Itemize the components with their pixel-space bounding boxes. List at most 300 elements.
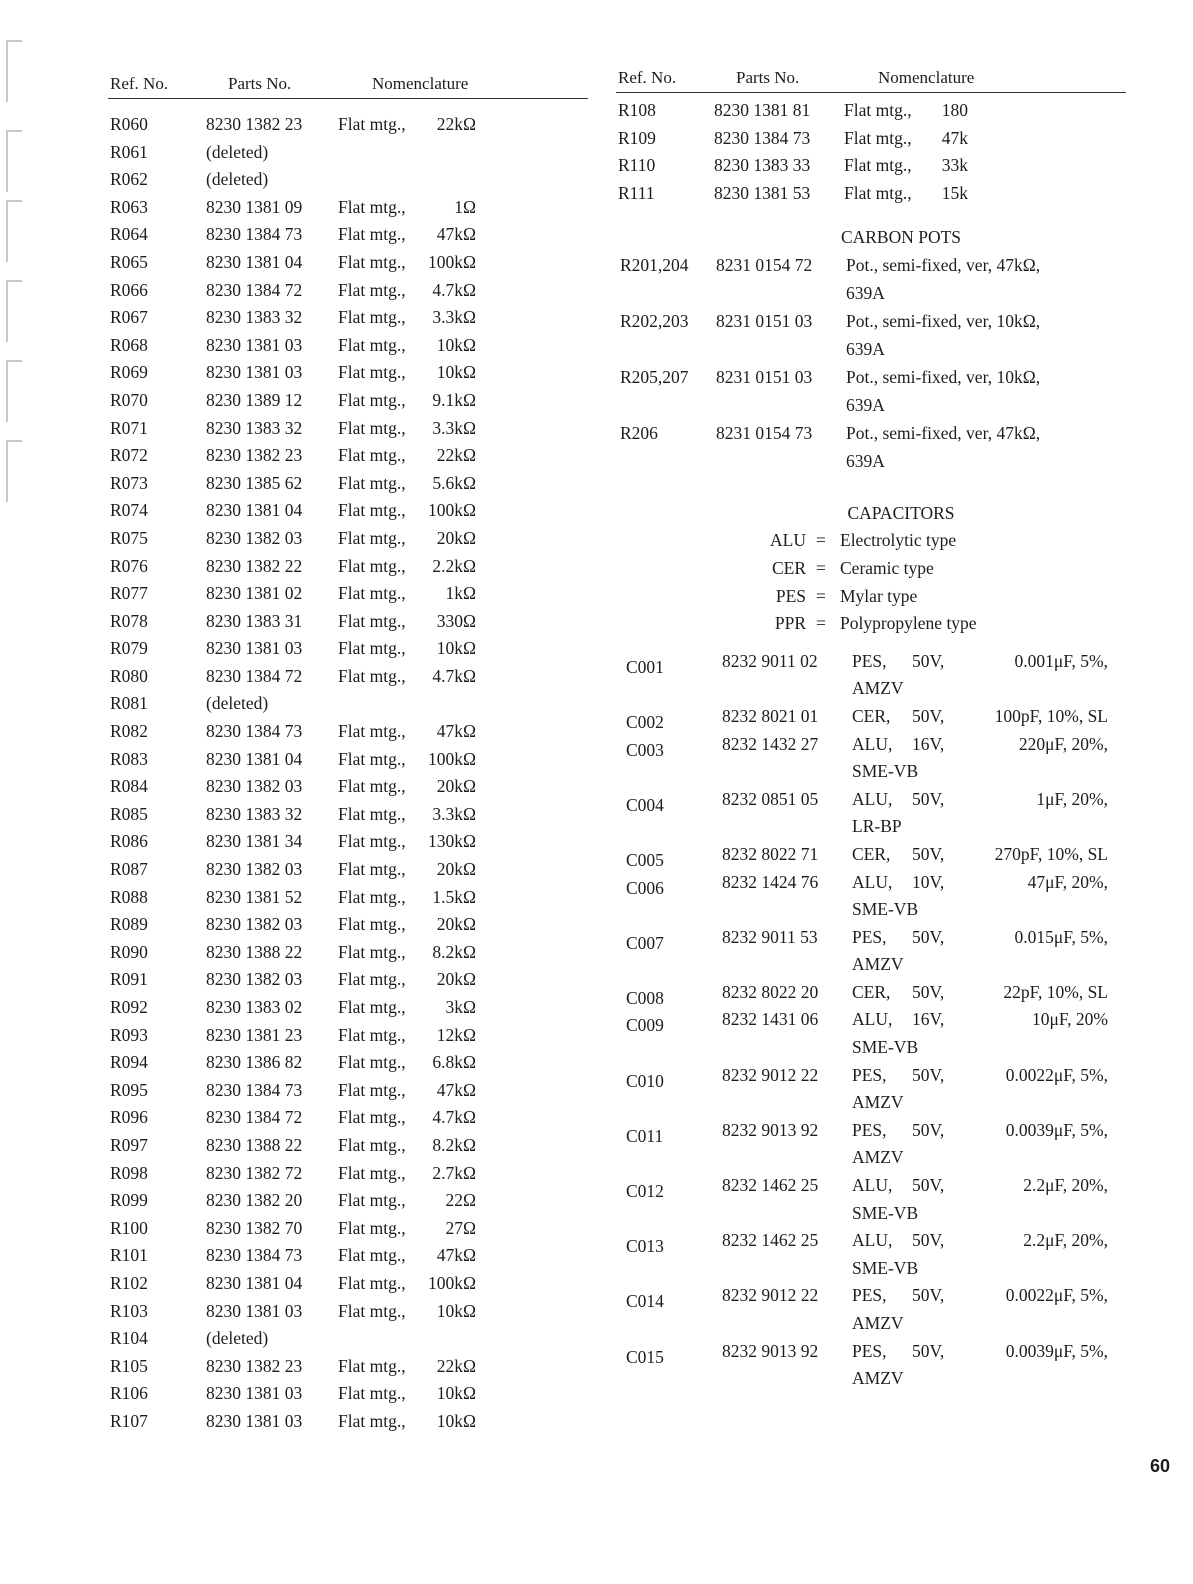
mount-type: Flat mtg.,: [338, 776, 406, 797]
legend-abbr: PES: [775, 585, 806, 606]
ref-no: C002: [626, 711, 664, 732]
mount-type: Flat mtg.,: [338, 224, 406, 245]
mount-type: Flat mtg.,: [338, 1355, 406, 1376]
parts-no: 8230 1382 03: [206, 914, 303, 935]
binding-mark: [6, 280, 22, 342]
nomenclature: [338, 773, 476, 801]
nomenclature: [338, 1160, 476, 1188]
cap-type: PES,: [852, 926, 887, 947]
parts-no: 8230 1389 12: [206, 389, 303, 410]
parts-no: 8230 1381 04: [206, 500, 303, 521]
resistance-value: 9.1kΩ: [432, 389, 476, 410]
binding-mark: [6, 200, 22, 262]
nomenclature-line2: 639A: [846, 283, 885, 304]
cap-series: SME-VB: [852, 1202, 919, 1223]
nomenclature: [338, 939, 476, 967]
mount-type: Flat mtg.,: [338, 1410, 406, 1431]
cap-spec: 0.001μF, 5%,: [1014, 650, 1108, 671]
resistance-value: 12kΩ: [436, 1024, 476, 1045]
mount-type: Flat mtg.,: [338, 1217, 406, 1238]
cap-voltage: 50V,: [912, 650, 945, 671]
parts-no: (deleted): [206, 1328, 269, 1349]
binding-mark: [6, 360, 22, 422]
table-row: [108, 1380, 588, 1408]
parts-no: 8230 1384 73: [714, 127, 811, 148]
table-row: [108, 166, 588, 194]
nomenclature: Pot., semi-fixed, ver, 10kΩ,: [846, 311, 1041, 332]
resistance-value: 47k: [941, 127, 968, 148]
capacitors-heading: CAPACITORS: [847, 503, 955, 524]
parts-no: 8230 1384 72: [206, 1107, 303, 1128]
mount-type: Flat mtg.,: [338, 417, 406, 438]
cap-spec: 0.0022μF, 5%,: [1005, 1285, 1108, 1306]
parts-no: 8230 1382 23: [206, 1355, 303, 1376]
cap-series: AMZV: [852, 678, 904, 699]
ref-no: R061: [110, 141, 148, 162]
nomenclature: [338, 525, 476, 553]
resistance-value: 10kΩ: [436, 334, 476, 355]
resistance-value: 1Ω: [454, 196, 476, 217]
cap-voltage: 50V,: [912, 981, 945, 1002]
ref-no: R074: [110, 500, 148, 521]
table-row: [108, 884, 588, 912]
capacitor-row: [616, 869, 1126, 924]
table-row: [108, 690, 588, 718]
nomenclature: [338, 332, 476, 360]
ref-no: C008: [626, 987, 664, 1008]
mount-type: Flat mtg.,: [338, 279, 406, 300]
legend-row: [616, 583, 1126, 611]
parts-no: 8230 1382 03: [206, 527, 303, 548]
ref-no: R091: [110, 969, 148, 990]
ref-no: R093: [110, 1024, 148, 1045]
parts-no: 8230 1383 02: [206, 997, 303, 1017]
cap-spec: 270pF, 10%, SL: [994, 843, 1108, 864]
table-row: [108, 939, 588, 967]
capacitor-row: [616, 1117, 1126, 1172]
mount-type: Flat mtg.,: [338, 1190, 406, 1211]
parts-no: (deleted): [206, 693, 269, 714]
cap-spec: 47μF, 20%,: [1027, 871, 1108, 892]
ref-no: C004: [626, 794, 664, 815]
resistance-value: 22kΩ: [436, 114, 476, 134]
table-row: [108, 1077, 588, 1105]
table-row: [108, 1049, 588, 1077]
table-row: [108, 994, 588, 1022]
ref-no: R065: [110, 251, 148, 272]
ref-no: C012: [626, 1181, 664, 1202]
resistance-value: 10kΩ: [436, 362, 476, 383]
resistance-value: 8.2kΩ: [432, 1134, 476, 1155]
mount-type: Flat mtg.,: [338, 831, 406, 852]
legend-desc: Ceramic type: [840, 557, 934, 578]
parts-no: 8230 1381 03: [206, 1300, 303, 1321]
resistance-value: 10kΩ: [436, 1410, 476, 1431]
ref-no: R079: [110, 638, 148, 659]
resistance-value: 4.7kΩ: [432, 665, 476, 686]
ref-no: R100: [110, 1217, 148, 1238]
parts-no: 8230 1381 53: [714, 182, 811, 203]
mount-type: Flat mtg.,: [338, 969, 406, 990]
resistance-value: 15k: [941, 182, 968, 203]
mount-type: Flat mtg.,: [338, 1245, 406, 1266]
cap-voltage: 50V,: [912, 1285, 945, 1306]
ref-no: R060: [110, 114, 148, 134]
legend-equals: =: [816, 613, 826, 634]
resistance-value: 22kΩ: [436, 1355, 476, 1376]
parts-no: 8230 1381 03: [206, 334, 303, 355]
ref-no: R092: [110, 997, 148, 1017]
left-table-header: [108, 70, 588, 99]
resistance-value: 20kΩ: [436, 527, 476, 548]
cap-type: PES,: [852, 650, 887, 671]
cap-spec: 10μF, 20%: [1031, 1009, 1108, 1030]
mount-type: Flat mtg.,: [338, 472, 406, 493]
ref-no: C015: [626, 1346, 664, 1367]
mount-type: Flat mtg.,: [338, 1383, 406, 1404]
pot-row: [616, 419, 1126, 475]
nomenclature: [338, 304, 476, 332]
parts-no: 8232 1431 06: [722, 1009, 819, 1030]
parts-no: 8232 0851 05: [722, 788, 819, 809]
cap-spec: 22pF, 10%, SL: [1003, 981, 1108, 1002]
legend-desc: Electrolytic type: [840, 530, 957, 551]
parts-no: 8230 1381 81: [714, 100, 811, 120]
capacitor-row: [616, 924, 1126, 979]
legend-abbr: CER: [771, 557, 806, 578]
capacitor-row: [616, 703, 1126, 731]
cap-voltage: 50V,: [912, 843, 945, 864]
cap-voltage: 50V,: [912, 1175, 945, 1196]
ref-no: R083: [110, 748, 148, 769]
nomenclature: [338, 746, 476, 774]
cap-series: SME-VB: [852, 899, 919, 920]
ref-no: R063: [110, 196, 148, 217]
resistance-value: 3.3kΩ: [432, 307, 476, 328]
ref-no: C003: [626, 739, 664, 760]
parts-no: 8231 0151 03: [716, 367, 813, 388]
mount-type: Flat mtg.,: [338, 1272, 406, 1293]
mount-type: Flat mtg.,: [338, 1052, 406, 1073]
ref-no: R206: [620, 423, 658, 444]
ref-no: R107: [110, 1410, 148, 1431]
parts-no: 8232 9011 53: [722, 926, 818, 947]
capacitor-row: [616, 979, 1126, 1007]
cap-voltage: 16V,: [912, 1009, 945, 1030]
ref-no: R067: [110, 307, 148, 328]
table-row: [108, 359, 588, 387]
parts-no: 8230 1381 23: [206, 1024, 303, 1045]
header-nomenclature: Nomenclature: [878, 68, 975, 87]
table-row: [108, 470, 588, 498]
nomenclature: [338, 801, 476, 829]
resistance-value: 4.7kΩ: [432, 1107, 476, 1128]
table-row: [108, 415, 588, 443]
table-row: [616, 97, 1126, 125]
ref-no: C006: [626, 877, 664, 898]
ref-no: R062: [110, 169, 148, 190]
resistance-value: 47kΩ: [436, 224, 476, 245]
ref-no: R202,203: [620, 311, 689, 332]
nomenclature: [338, 359, 476, 387]
carbon-pots-heading: CARBON POTS: [840, 227, 962, 248]
cap-spec: 0.015μF, 5%,: [1014, 926, 1108, 947]
nomenclature-line2: 639A: [846, 395, 885, 416]
parts-no: 8232 1462 25: [722, 1175, 819, 1196]
resistance-value: 100kΩ: [427, 748, 476, 769]
ref-no: R071: [110, 417, 148, 438]
parts-no: 8230 1383 32: [206, 307, 303, 328]
cap-type: CER,: [852, 981, 891, 1002]
ref-no: R073: [110, 472, 148, 493]
table-row: [108, 1408, 588, 1436]
capacitor-row: [616, 1338, 1126, 1393]
table-row: [108, 801, 588, 829]
resistance-value: 20kΩ: [436, 776, 476, 797]
mount-type: Flat mtg.,: [844, 127, 912, 148]
parts-no: 8231 0154 72: [716, 255, 813, 276]
legend-equals: =: [816, 585, 826, 606]
header-parts-no: Parts No.: [228, 74, 292, 93]
mount-type: Flat mtg.,: [338, 307, 406, 328]
ref-no: R109: [618, 127, 656, 148]
table-row: [616, 152, 1126, 180]
ref-no: R072: [110, 445, 148, 466]
parts-no: 8230 1383 32: [206, 417, 303, 438]
nomenclature: [338, 884, 476, 912]
nomenclature: [338, 1022, 476, 1050]
ref-no: R110: [618, 155, 656, 176]
parts-no: 8230 1381 52: [206, 886, 303, 907]
legend-equals: =: [816, 530, 826, 551]
parts-no: 8230 1386 82: [206, 1052, 303, 1073]
capacitor-row: [616, 1227, 1126, 1282]
parts-no: 8230 1381 03: [206, 1410, 303, 1431]
cap-type: PES,: [852, 1119, 887, 1140]
nomenclature: [338, 1077, 476, 1105]
nomenclature: [338, 497, 476, 525]
header-ref-no: Ref. No.: [110, 74, 169, 93]
legend-row: [616, 527, 1126, 555]
cap-type: CER,: [852, 843, 891, 864]
mount-type: Flat mtg.,: [338, 334, 406, 355]
capacitor-row: [616, 841, 1126, 869]
mount-type: Flat mtg.,: [338, 251, 406, 272]
mount-type: Flat mtg.,: [338, 1107, 406, 1128]
cap-spec: 0.0022μF, 5%,: [1005, 1064, 1108, 1085]
mount-type: Flat mtg.,: [338, 500, 406, 521]
nomenclature: [338, 911, 476, 939]
table-row: [108, 277, 588, 305]
nomenclature: [338, 277, 476, 305]
nomenclature: [338, 1298, 476, 1326]
parts-no: 8230 1383 33: [714, 155, 811, 176]
nomenclature: [338, 1270, 476, 1298]
ref-no: R068: [110, 334, 148, 355]
legend-abbr: PPR: [774, 613, 806, 634]
cap-type: CER,: [852, 705, 891, 726]
header-parts-no: Parts No.: [736, 68, 800, 87]
left-parts-column: [108, 70, 588, 1436]
ref-no: C011: [626, 1125, 664, 1146]
parts-no: 8232 9013 92: [722, 1340, 819, 1361]
ref-no: R075: [110, 527, 148, 548]
parts-no: 8230 1384 73: [206, 224, 303, 245]
right-parts-column: [616, 64, 1126, 1393]
parts-no: 8232 8022 20: [722, 981, 819, 1002]
ref-no: R084: [110, 776, 148, 797]
ref-no: R111: [618, 182, 655, 203]
parts-no: 8232 8021 01: [722, 705, 819, 726]
ref-no: R102: [110, 1272, 148, 1293]
parts-no: 8230 1382 03: [206, 859, 303, 880]
cap-type: PES,: [852, 1285, 887, 1306]
pot-row: [616, 307, 1126, 363]
cap-spec: 2.2μF, 20%,: [1023, 1175, 1108, 1196]
ref-no: R066: [110, 279, 148, 300]
nomenclature: [338, 221, 476, 249]
cap-spec: 0.0039μF, 5%,: [1005, 1340, 1108, 1361]
ref-no: R101: [110, 1245, 148, 1266]
parts-no: 8230 1381 04: [206, 748, 303, 769]
nomenclature: [338, 1187, 476, 1215]
table-row: [108, 1160, 588, 1188]
table-row: [108, 1298, 588, 1326]
table-row: [108, 635, 588, 663]
parts-no: 8232 9012 22: [722, 1285, 819, 1306]
cap-spec: 1μF, 20%,: [1036, 788, 1108, 809]
parts-no: 8232 1462 25: [722, 1230, 819, 1251]
nomenclature: [338, 249, 476, 277]
table-row: [108, 1270, 588, 1298]
parts-no: 8230 1382 70: [206, 1217, 303, 1238]
mount-type: Flat mtg.,: [338, 527, 406, 548]
resistance-value: 22kΩ: [436, 445, 476, 466]
ref-no: C014: [626, 1291, 664, 1312]
nomenclature: [338, 1242, 476, 1270]
nomenclature: [844, 180, 968, 208]
nomenclature: Pot., semi-fixed, ver, 10kΩ,: [846, 367, 1041, 388]
cap-type: PES,: [852, 1340, 887, 1361]
parts-no: 8230 1383 32: [206, 803, 303, 824]
parts-no: 8230 1381 02: [206, 583, 303, 604]
ref-no: R108: [618, 100, 656, 120]
parts-no: 8230 1382 72: [206, 1162, 303, 1183]
nomenclature: [338, 1353, 476, 1381]
cap-series: SME-VB: [852, 1257, 919, 1278]
cap-series: SME-VB: [852, 1037, 919, 1058]
ref-no: R077: [110, 583, 148, 604]
resistance-value: 1kΩ: [445, 583, 476, 604]
mount-type: Flat mtg.,: [338, 1300, 406, 1321]
mount-type: Flat mtg.,: [338, 196, 406, 217]
ref-no: R076: [110, 555, 148, 576]
resistance-value: 130kΩ: [427, 831, 476, 852]
cap-type: ALU,: [852, 871, 893, 892]
parts-no: 8230 1381 03: [206, 362, 303, 383]
cap-voltage: 50V,: [912, 1230, 945, 1251]
table-row: [108, 1104, 588, 1132]
parts-no: 8230 1384 73: [206, 1079, 303, 1100]
mount-type: Flat mtg.,: [338, 638, 406, 659]
legend-equals: =: [816, 557, 826, 578]
ref-no: R080: [110, 665, 148, 686]
cap-type: ALU,: [852, 1175, 893, 1196]
parts-no: 8230 1381 34: [206, 831, 303, 852]
table-row: [108, 608, 588, 636]
resistance-value: 180: [941, 100, 968, 120]
ref-no: R086: [110, 831, 148, 852]
ref-no: R069: [110, 362, 148, 383]
parts-no: 8230 1384 73: [206, 721, 303, 742]
ref-no: C001: [626, 656, 664, 677]
nomenclature: [338, 718, 476, 746]
resistance-value: 8.2kΩ: [432, 941, 476, 962]
resistance-value: 10kΩ: [436, 638, 476, 659]
parts-no: 8230 1384 72: [206, 279, 303, 300]
table-row: [108, 442, 588, 470]
nomenclature: Pot., semi-fixed, ver, 47kΩ,: [846, 423, 1041, 444]
table-row: [616, 125, 1126, 153]
parts-no: 8232 9011 02: [722, 650, 818, 671]
cap-voltage: 50V,: [912, 705, 945, 726]
table-row: [108, 139, 588, 167]
cap-series: AMZV: [852, 1313, 904, 1333]
nomenclature: [338, 608, 476, 636]
nomenclature-line2: 639A: [846, 451, 885, 472]
table-row: [108, 580, 588, 608]
cap-series: AMZV: [852, 954, 904, 975]
parts-no: 8232 1432 27: [722, 733, 819, 754]
header-ref-no: Ref. No.: [618, 68, 677, 87]
ref-no: R082: [110, 721, 148, 742]
parts-no: 8232 9013 92: [722, 1119, 819, 1140]
ref-no: C007: [626, 932, 664, 953]
mount-type: Flat mtg.,: [338, 859, 406, 880]
resistance-value: 47kΩ: [436, 1245, 476, 1266]
resistance-value: 47kΩ: [436, 1079, 476, 1100]
resistance-value: 22Ω: [445, 1190, 476, 1211]
resistance-value: 330Ω: [436, 610, 476, 631]
resistance-value: 2.2kΩ: [432, 555, 476, 576]
resistance-value: 27Ω: [445, 1217, 476, 1238]
cap-voltage: 50V,: [912, 926, 945, 947]
resistance-value: 3kΩ: [445, 997, 476, 1017]
binding-mark: [6, 440, 22, 502]
table-row: [616, 180, 1126, 208]
ref-no: R096: [110, 1107, 148, 1128]
ref-no: R097: [110, 1134, 148, 1155]
cap-type: PES,: [852, 1064, 887, 1085]
nomenclature: [338, 994, 476, 1022]
cap-spec: 2.2μF, 20%,: [1023, 1230, 1108, 1251]
ref-no: R089: [110, 914, 148, 935]
nomenclature: [338, 1049, 476, 1077]
ref-no: R094: [110, 1052, 148, 1073]
parts-no: 8230 1388 22: [206, 1134, 303, 1155]
cap-series: AMZV: [852, 1368, 904, 1389]
resistance-value: 3.3kΩ: [432, 417, 476, 438]
legend-row: [616, 610, 1126, 638]
cap-series: AMZV: [852, 1092, 904, 1113]
parts-no: 8230 1382 23: [206, 114, 303, 134]
table-row: [108, 525, 588, 553]
right-parts-table: [616, 93, 1126, 207]
ref-no: R085: [110, 803, 148, 824]
resistance-value: 4.7kΩ: [432, 279, 476, 300]
resistance-value: 10kΩ: [436, 1300, 476, 1321]
mount-type: Flat mtg.,: [338, 721, 406, 742]
